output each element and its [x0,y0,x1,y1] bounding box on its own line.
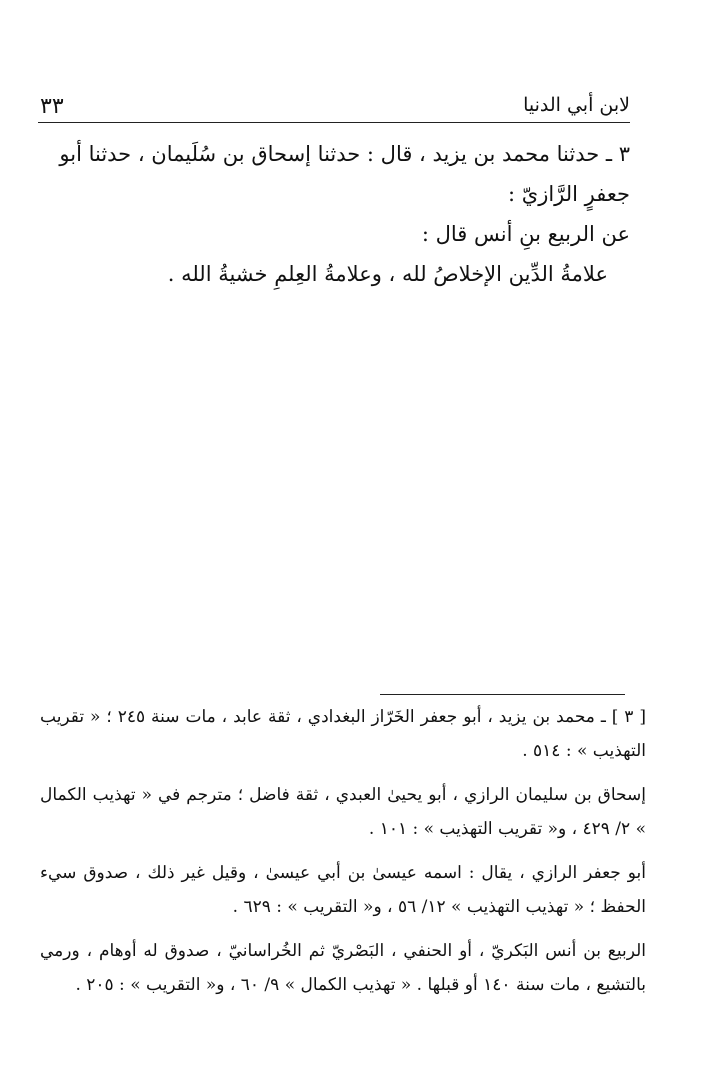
footnote-separator [380,694,625,695]
narrator-line: عن الربيع بنِ أنس قال : [421,222,630,246]
footnote-2: إسحاق بن سليمان الرازي ، أبو يحيىٰ العبدي ، ثقة فاضل ؛ مترجم في « تهذيب الكمال » ٢/ ٤٢٩ ، و« تقريب التهذيب » : ١٠١ . [40,785,646,839]
footnote-4: الربيع بن أنس البَكريّ ، أو الحنفي ، البَصْريّ ثم الخُراسانيّ ، صدوق له أوهام ، ورمي بالتشيع ، مات سنة ١٤٠ أو قبلها . « تهذيب الكمال » ٩/ ٦٠ ، و« التقريب » : ٢٠٥ . [40,941,646,995]
saying-line: علامةُ الدِّين الإخلاصُ لله ، وعلامةُ العِلمِ خشيةُ الله . [167,262,608,286]
footnotes [40,700,646,1012]
main-text [40,134,630,294]
footnote-1: [ ٣ ] ـ محمد بن يزيد ، أبو جعفر الخَرّاز البغدادي ، ثقة عابد ، مات سنة ٢٤٥ ؛ « تقريب التهذيب » : ٥١٤ . [40,707,646,761]
isnad-line: ٣ ـ حدثنا محمد بن يزيد ، قال : حدثنا إسحاق بن سُلَيمان ، حدثنا أبو جعفرٍ الرَّازيّ : [59,142,630,206]
page-header [38,92,630,123]
page-number: ٣٣ [40,94,64,119]
running-title: لابن أبي الدنيا [523,94,630,116]
footnote-3: أبو جعفر الرازي ، يقال : اسمه عيسىٰ بن أبي عيسىٰ ، وقيل غير ذلك ، صدوق سيء الحفظ ؛ « تهذيب التهذيب » ١٢/ ٥٦ ، و« التقريب » : ٦٢٩ . [40,863,646,917]
